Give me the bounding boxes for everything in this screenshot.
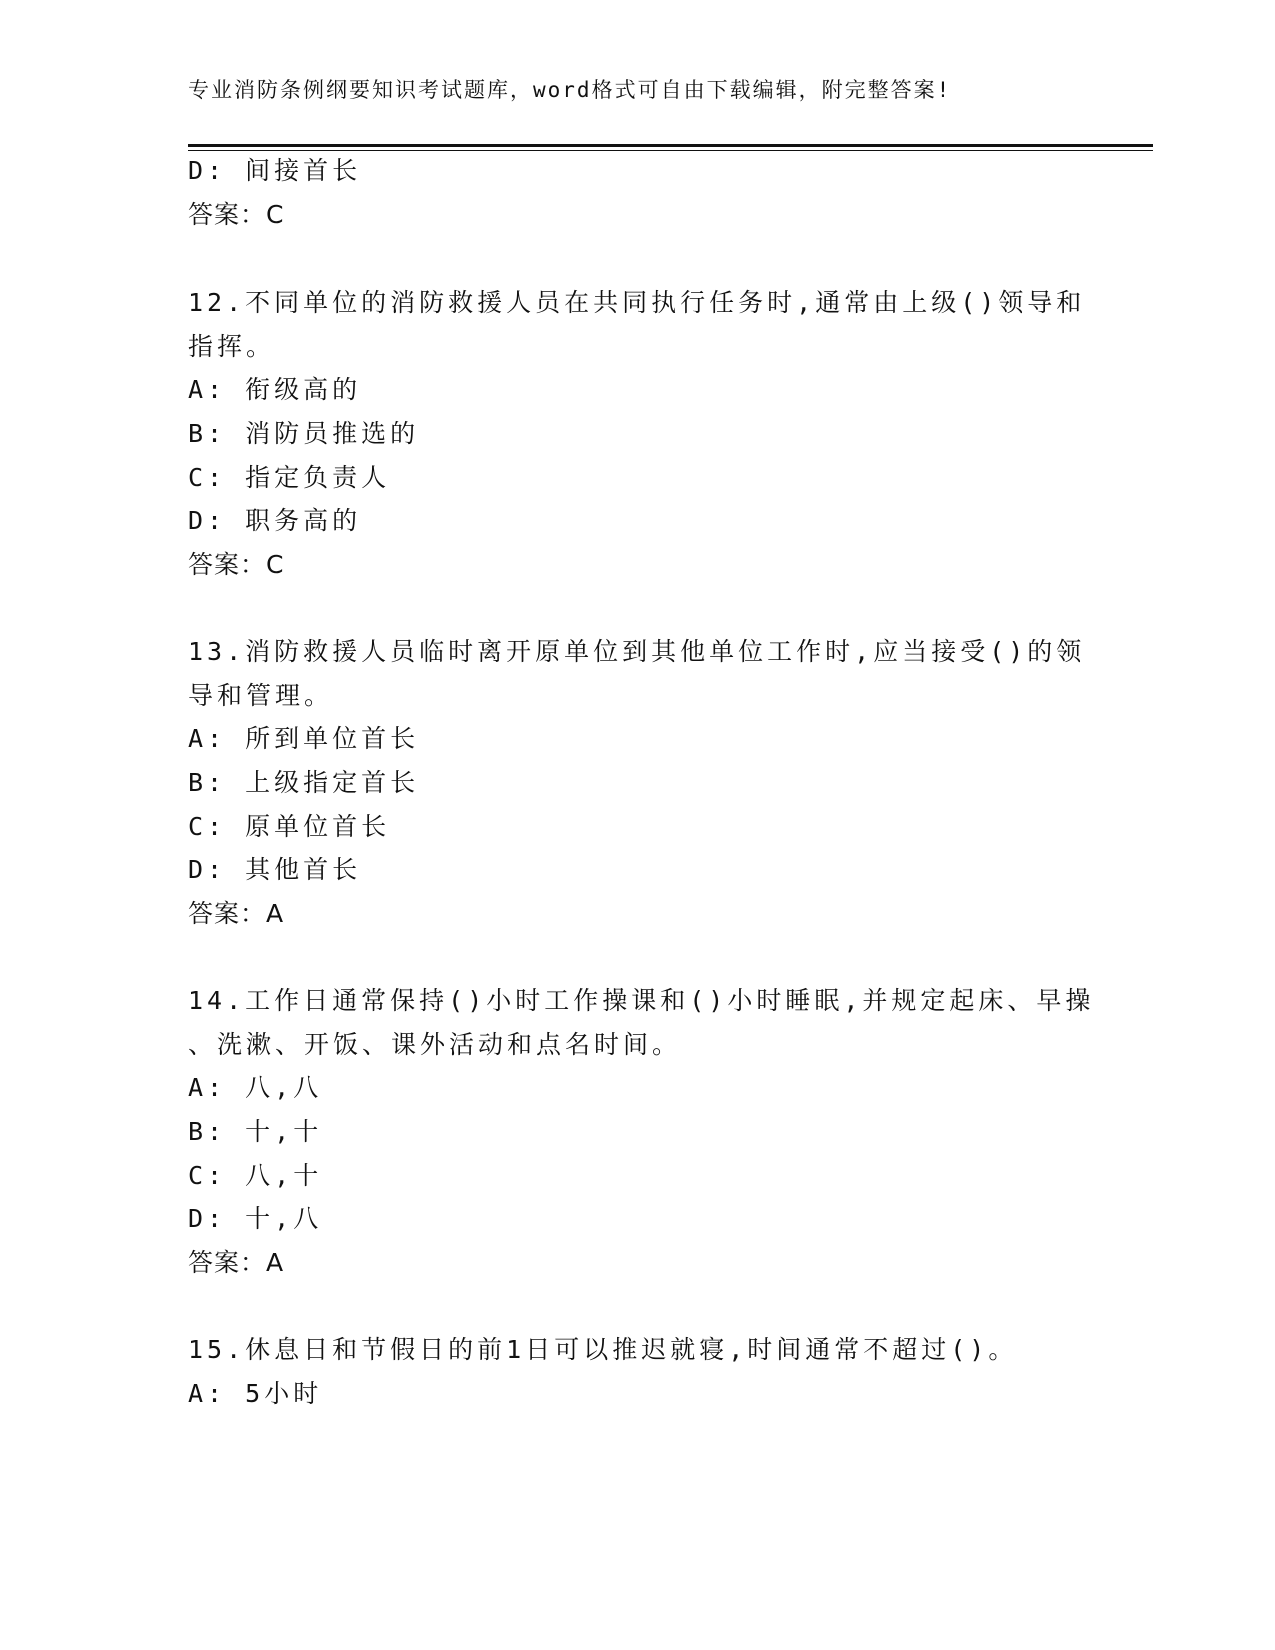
header-rule-thick xyxy=(188,144,1153,147)
q13-option-b: B: 上级指定首长 xyxy=(188,768,420,797)
q12-option-c: C: 指定负责人 xyxy=(188,463,391,492)
q14-answer: 答案：A xyxy=(188,1248,285,1277)
q12-answer: 答案：C xyxy=(188,550,285,579)
q13-option-d: D: 其他首长 xyxy=(188,855,362,884)
q14-stem-line1: 14.工作日通常保持()小时工作操课和()小时睡眠,并规定起床、早操 xyxy=(188,986,1095,1015)
q12-option-d: D: 职务高的 xyxy=(188,506,362,535)
q12-stem-line2: 指挥。 xyxy=(188,332,276,361)
q12-stem-line1: 12.不同单位的消防救援人员在共同执行任务时,通常由上级()领导和 xyxy=(188,288,1086,317)
page-header: 专业消防条例纲要知识考试题库，word格式可自由下载编辑，附完整答案! xyxy=(188,78,952,102)
header-rule-thin xyxy=(188,150,1153,151)
q14-option-d: D: 十,八 xyxy=(188,1204,323,1233)
q14-option-c: C: 八,十 xyxy=(188,1161,323,1190)
prev-option-d: D: 间接首长 xyxy=(188,156,362,185)
q12-option-b: B: 消防员推选的 xyxy=(188,419,420,448)
q13-stem-line1: 13.消防救援人员临时离开原单位到其他单位工作时,应当接受()的领 xyxy=(188,637,1086,666)
q15-stem-line1: 15.休息日和节假日的前1日可以推迟就寝,时间通常不超过()。 xyxy=(188,1335,1018,1364)
prev-answer: 答案：C xyxy=(188,200,285,229)
q13-answer: 答案：A xyxy=(188,899,285,928)
q12-option-a: A: 衔级高的 xyxy=(188,375,362,404)
q13-option-c: C: 原单位首长 xyxy=(188,812,391,841)
q15-option-a: A: 5小时 xyxy=(188,1379,323,1408)
q13-stem-line2: 导和管理。 xyxy=(188,681,334,710)
q14-stem-line2: 、洗漱、开饭、课外活动和点名时间。 xyxy=(188,1030,682,1059)
q14-option-b: B: 十,十 xyxy=(188,1117,323,1146)
q14-option-a: A: 八,八 xyxy=(188,1073,323,1102)
q13-option-a: A: 所到单位首长 xyxy=(188,724,420,753)
